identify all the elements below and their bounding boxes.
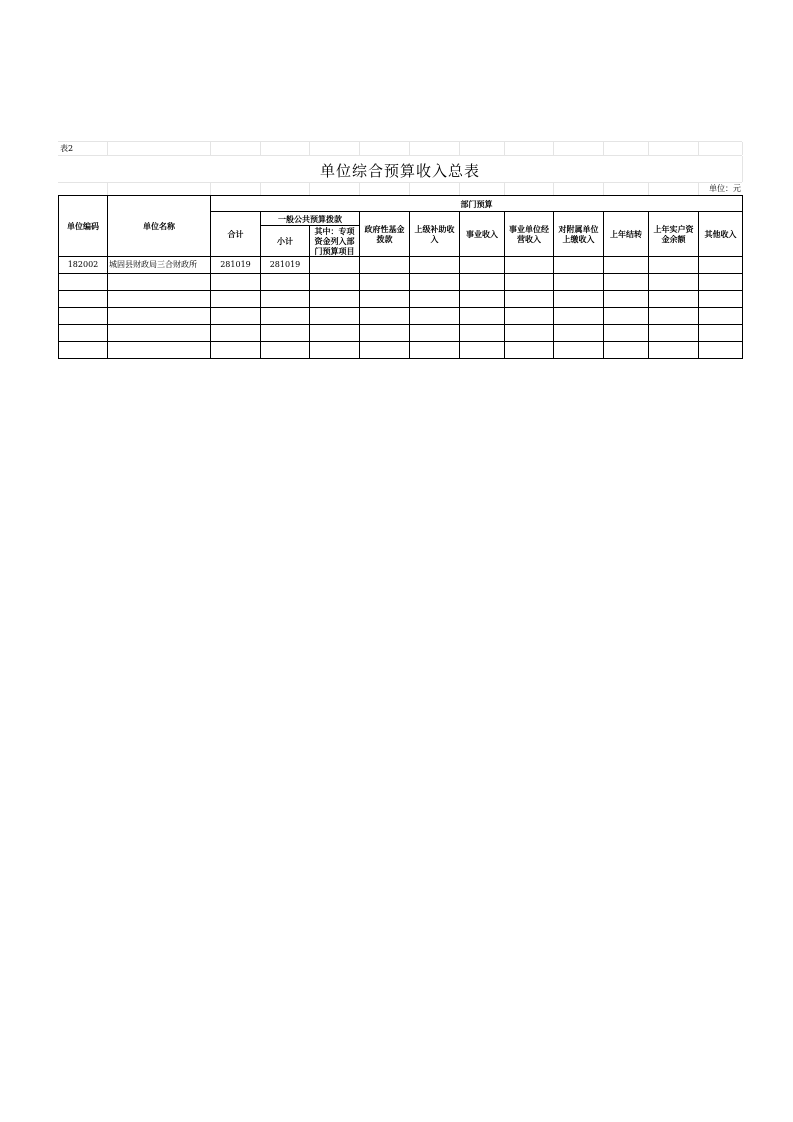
title-row	[58, 155, 742, 182]
header-general-public: 一般公共预算拨款	[261, 212, 360, 226]
cell-subtotal: 281019	[261, 257, 310, 274]
cell-empty	[360, 257, 410, 274]
unit-label: 单位：元	[709, 184, 741, 193]
page-title: 单位综合预算收入总表	[319, 162, 480, 180]
header-gov-fund: 政府性基金拨款	[360, 212, 410, 257]
cell-unit-code: 182002	[59, 257, 108, 274]
header-total: 合计	[211, 212, 261, 257]
sheet-label-row	[58, 141, 742, 155]
cell-total: 281019	[211, 257, 261, 274]
header-other-income: 其他收入	[699, 212, 743, 257]
header-special-funds: 其中：专项资金列入部门预算项目	[310, 226, 360, 257]
header-last-year-carryover: 上年结转	[604, 212, 649, 257]
cell-empty	[699, 257, 743, 274]
header-dept-budget: 部门预算	[211, 196, 743, 212]
table-row	[59, 291, 743, 308]
sheet-label: 表2	[60, 144, 74, 153]
header-unit-name: 单位名称	[108, 196, 211, 257]
spreadsheet-sheet	[58, 141, 742, 359]
cell-empty	[505, 257, 554, 274]
table-row	[59, 325, 743, 342]
cell-empty	[649, 257, 699, 274]
header-unit-code: 单位编码	[59, 196, 108, 257]
cell-empty	[604, 257, 649, 274]
unit-row	[58, 182, 742, 195]
cell-empty	[554, 257, 604, 274]
table-row	[59, 308, 743, 325]
header-business-operation: 事业单位经营收入	[505, 212, 554, 257]
header-superior-subsidy: 上级补助收入	[410, 212, 460, 257]
table-row	[59, 342, 743, 359]
cell-empty	[410, 257, 460, 274]
header-subordinate-payment: 对附属单位上缴收入	[554, 212, 604, 257]
cell-unit-name: 城固县财政局三合财政所	[108, 257, 211, 274]
header-last-year-balance: 上年实户资金余额	[649, 212, 699, 257]
table-row	[59, 257, 743, 274]
header-business-income: 事业收入	[460, 212, 505, 257]
table-row	[59, 274, 743, 291]
header-row-1	[59, 196, 743, 212]
cell-empty	[310, 257, 360, 274]
cell-empty	[460, 257, 505, 274]
header-subtotal: 小计	[261, 226, 310, 257]
budget-income-table	[58, 195, 743, 359]
